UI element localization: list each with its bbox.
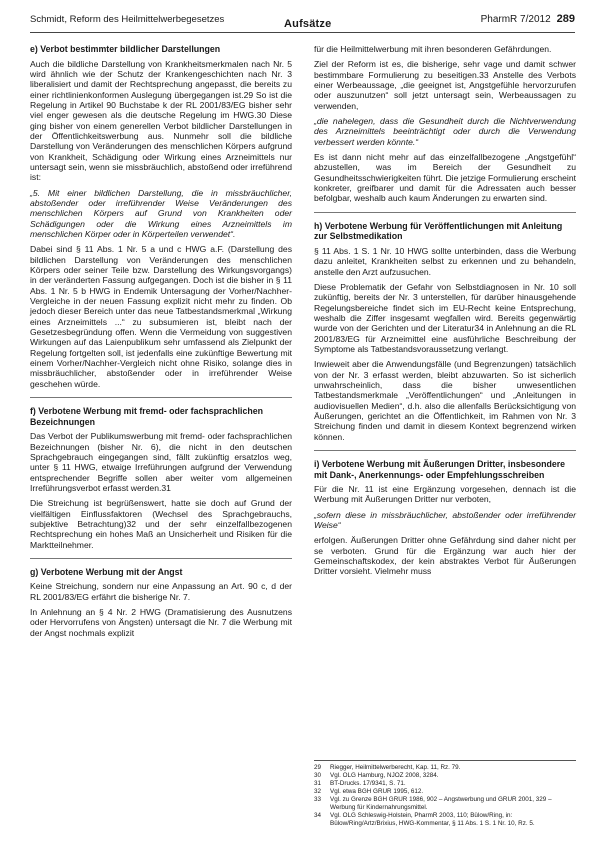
footnote: [314, 796, 576, 812]
section-heading: g) Verbotene Werbung mit der Angst: [30, 566, 183, 577]
body-paragraph: Für die Nr. 11 ist eine Ergänzung vorgesehen, dennach ist die Werbung mit Äußerungen Dritter nur verboten,: [314, 484, 576, 505]
section-heading: e) Verbot bestimmter bildlicher Darstellungen: [30, 44, 221, 54]
body-paragraph: Diese Problematik der Gefahr von Selbstdiagnosen in Nr. 10 soll zukünftig, bereits der Nr. 3 unterstellen, für darüber hinausgehende Regelungsbereiche findet sich im EU-Recht keine Entsprechung, weshalb die Ziffer insgesamt wegfallen wird. Bereits gegenwärtig wurde von der Gerichten und der Literatur34 in Anlehnung an die RL 2001/83/EG für Arzneimittel eine ausführliche Beschreibung der Symptome als Tatbestandsvoraussetzung verlangt.: [314, 281, 576, 354]
footnote-text: Vgl. OLG Schleswig-Holstein, PharmR 2003, 110; Bülow/Ring, in: Bülow/Ring/Artz/Brixius, HWG-Kommentar, § 11 Abs. 1 S. 1 Nr. 10, Rz. 5.: [330, 812, 535, 827]
footnotes: [314, 760, 576, 828]
quoted-text: „sofern diese in missbräuchlicher, abstoßender oder irreführender Weise“: [314, 509, 576, 531]
section-divider: [314, 450, 576, 451]
footnote-number: 33: [314, 796, 322, 803]
body-paragraph: Auch die bildliche Darstellung von Krankheitsmerkmalen nach Nr. 5 wird ähnlich wie der Schutz der Krankengeschichten nach Nr. 3 liberalisiert und damit der Rechtsprechung angepasst, die bereits zu einer richtlinienkonformen Auslegung übergegangen ist.29 So ist die Regelung in Artikel 90 Buchstabe k der RL 2001/83/EG bisher sehr viel enger gewesen als die deutsche Regelung im HWG.30 Diese ging bisher von einem generellen Verbot bildlicher Darstellungen in der Öffentlichkeitswerbung aus. Nunmehr soll die bildliche Darstellung von Veränderungen des menschlichen Körpers aufgrund von Krankheit, Schädigung oder Wirkung eines Arzneimittels nur untersagt sein, wenn sie missbräuchlich, abstoßend oder irreführend ist:: [30, 58, 292, 183]
body-paragraph: Die Streichung ist begrüßenswert, hatte sie doch auf Grund der vielfältigen Einflussfaktoren (Wechsel des Sprachgebrauchs, subjektive Betrachtung)32 und der sehr einzelfallbezogenen Rechtsprechung ein hohes Maß an Unsicherheit und Risiken für die Marktteilnehmer.: [30, 498, 292, 550]
section-heading: h) Verbotene Werbung für Veröffentlichungen mit Anleitung zur Selbstmedikation: [314, 220, 563, 242]
body-paragraph: Dabei sind § 11 Abs. 1 Nr. 5 a und c HWG a.F. (Darstellung des bildlichen Darstellung von Veränderungen des menschlichen Körpers oder seiner Teile bzw. Darstellung des Wirkungsvorgangs) in der veränderten Fassung aufgegangen. Doch ist die bisher in § 11 Abs. 1 Nr. 5 b HWG in Endemik Untersagung der Vorher/Nachher-Vergleiche in der neuen Fassung explizit nicht mehr zu finden. Ob jedoch dieser Bereich unter das neue Tatbestandsmerkmal „Wirkung eines Arzneimittels ...“ zu subsumieren ist, bleibt nach der Gesetzesbegründung offen. Wenn die Vermeidung von suggestiven Wirkungen auf das Laienpublikum sehr umfassend als Zielpunkt der Regelung fortgelten soll, ist jedenfalls eine zukünftige Bewertung mit einem Vorher/Nachher-Vergleich nicht ohne Risiko, solange dies in missbräuchlicher, abstoßender oder in irreführender Weise geschehen würde.: [30, 244, 292, 389]
footnote-text: Vgl. OLG Hamburg, NJOZ 2008, 3284.: [330, 772, 439, 779]
section-title: Aufsätze: [284, 18, 332, 30]
footnote: [314, 788, 576, 796]
body-paragraph: Ziel der Reform ist es, die bisherige, sehr vage und damit schwer bestimmbare Formulierung zu beseitigen.33 Anstelle des Verbots einer Werbeaussage, „die geeignet ist, Angstgefühle hervorzurufen oder auszunutzen“ soll jetzt untersagt sein, Werbeaussagen zu verwenden,: [314, 59, 576, 111]
body-paragraph: Inwieweit aber die Anwendungsfälle (und Begrenzungen) tatsächlich von der Nr. 3 erfasst werden, bleibt abzuwarten. So ist sicherlich unwahrscheinlich, dass die bisher unwesentlichen Tatbestandsmerkmale „Veröffentlichungen“ und „Anleitungen in audiovisuellen Medien“, d.h. also die allenfalls Berücksichtigung von Äußerungen, gerichtet an die Öffentlichkeit, im Rahmen von Nr. 3 Streichung finden und damit in diesem Kontext begrenzend wirken können.: [314, 359, 576, 442]
journal-issue: PharmR 7/2012: [480, 14, 551, 25]
body-paragraph: Das Verbot der Publikumswerbung mit fremd- oder fachsprachlichen Bezeichnungen (bisher Nr. 6), die nicht in den deutschen Sprachgebrauch eingegangen sind, fällt zukünftig ersatzlos weg, unter § 11 HWG, etwaige Irreführungen aufgrund der Verwendung entsprechender Begriffe sollen aber weiter vom allgemeinen Irreführungsverbot erfasst werden.31: [30, 431, 292, 493]
footnote: [314, 780, 576, 788]
body-paragraph: für die Heilmittelwerbung mit ihren besonderen Gefährdungen.: [314, 44, 552, 54]
footnote-number: 30: [314, 772, 322, 779]
quoted-text: „die nahelegen, dass die Gesundheit durch die Nichtverwendung des Arzneimittels beeinträchtigt oder durch die Verwendung verbessert werden könnte.“: [314, 116, 576, 147]
body-paragraph: Es ist dann nicht mehr auf das einzelfallbezogene „Angstgefühl“ abzustellen, was im Bereich der Gesundheit zu Gesundheitsschwierigkeiten führt. Die jetzige Formulierung erscheint konkreter, greifbarer und damit für die Adressaten auch besser befolgbar, weshalb auch kaum Änderungen zu erwarten sind.: [314, 152, 576, 204]
footnote: [314, 812, 576, 828]
page-header: [30, 6, 575, 33]
footnote: [314, 764, 576, 772]
footnote-number: 34: [314, 812, 322, 819]
footnote-number: 32: [314, 788, 322, 795]
section-divider: [314, 212, 576, 213]
journal-reference: [481, 13, 575, 25]
section-heading: f) Verbotene Werbung mit fremd- oder fachsprachlichen Bezeichnungen: [30, 406, 263, 427]
footnote-number: 29: [314, 764, 322, 771]
footnote-text: Vgl. etwa BGH GRUR 1995, 612.: [330, 788, 424, 795]
body-paragraph: § 11 Abs. 1 S. 1 Nr. 10 HWG sollte unterbinden, dass die Werbung dazu anleitet, Krankheiten selbst zu erkennen und zu behandeln, anstelle den Arzt aufzusuchen.: [314, 245, 576, 277]
footnote: [314, 772, 576, 780]
body-paragraph: In Anlehnung an § 4 Nr. 2 HWG (Dramatisierung des Ausnutzens oder Hervorrufens von Ängsten) untersagt die Nr. 7 die Werbung mit der Angst nochmals explizit: [30, 607, 292, 638]
section-divider: [30, 558, 292, 559]
section-divider: [30, 397, 292, 398]
running-head: Schmidt, Reform des Heilmittelwerbegesetzes: [30, 14, 225, 25]
right-column: [314, 44, 576, 582]
left-column: [30, 44, 292, 643]
page-number: 289: [556, 13, 575, 25]
quoted-text: „5. Mit einer bildlichen Darstellung, die in missbräuchlicher, abstoßender oder irreführender Weise Veränderungen des menschlichen Körpers auf Grund von Krankheiten oder Schädigungen oder die Wirkung eines Arzneimittels im menschlichen Körper oder in Körperteilen verwendet“.: [30, 187, 292, 239]
body-paragraph: erfolgen. Äußerungen Dritter ohne Gefährdung sind daher nicht per se verboten. Grund für die Ergänzung war auch hier der Gemeinschaftskodex, der kein abstraktes Verbot für Äußerungen Dritter vorsieht. Vielmehr muss: [314, 535, 576, 577]
footnote-text: BT-Drucks. 17/9341, S. 71.: [330, 780, 406, 787]
footnote-number: 31: [314, 780, 322, 787]
footnote-text: Riegger, Heilmittelwerberecht, Kap. 11, Rz. 79.: [330, 764, 461, 771]
footnote-text: Vgl. zu Grenze BGH GRUR 1986, 902 – Angstwerbung und GRUR 2001, 329 – Werbung für Kindernahrungsmittel.: [330, 796, 552, 811]
body-paragraph: Keine Streichung, sondern nur eine Anpassung an Art. 90 c, d der RL 2001/83/EG erfährt die bisherige Nr. 7.: [30, 581, 292, 602]
section-heading: i) Verbotene Werbung mit Äußerungen Dritter, insbesondere mit Dank-, Anerkennungs- oder Empfehlungsschreiben: [314, 459, 566, 480]
